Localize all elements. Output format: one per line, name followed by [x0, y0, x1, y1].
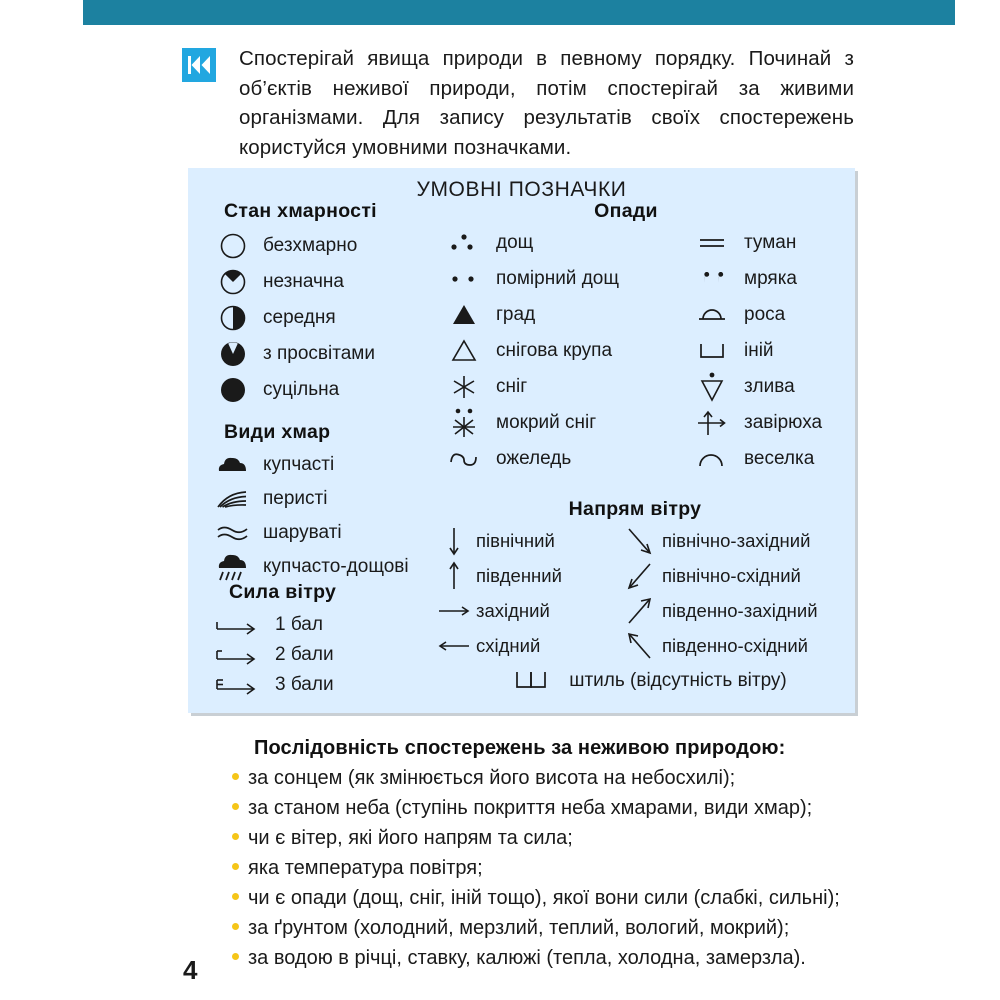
observations-block — [232, 737, 892, 975]
cumulonimbus-cloud-icon — [207, 552, 259, 582]
legend-row — [207, 300, 437, 336]
shower-triangle-dot-icon — [684, 370, 740, 404]
legend-row — [436, 369, 684, 405]
fog-two-lines-icon — [684, 229, 740, 257]
bullet-icon — [232, 893, 239, 900]
wind-barb-1-icon — [207, 615, 267, 635]
legend-label: снігова крупа — [496, 340, 613, 361]
legend-label: південно-східний — [662, 634, 809, 656]
rain-three-dots-icon — [436, 229, 492, 257]
page-number: 4 — [183, 955, 198, 985]
blizzard-cross-arrow-icon — [684, 408, 740, 438]
legend-row — [207, 670, 437, 700]
legend-label: середня — [263, 307, 336, 328]
legend-row-calm — [446, 669, 846, 693]
section-heading-wind-force: Сила вітру — [229, 581, 337, 603]
legend-row — [684, 297, 846, 333]
list-item-text: за водою в річці, ставку, калюжі (тепла, холодна, замерзла). — [248, 947, 806, 969]
arrow-up-left-icon — [622, 630, 658, 662]
legend-row — [684, 225, 846, 261]
hail-filled-triangle-icon — [436, 301, 492, 329]
section-wind-force — [207, 581, 437, 700]
list-item — [232, 765, 892, 792]
intro-paragraph: Спостерігай явища природи в певному порядку. Починай з об’єктів неживої природи, потім спостерігай за живими організмами. Для запису результатів своїх спостережень користуйся умовними позначками. — [239, 47, 854, 159]
legend-row — [207, 448, 437, 482]
legend-label: штиль (відсутність вітру) — [569, 670, 787, 691]
arrow-up-right-icon — [622, 595, 658, 627]
legend-row — [684, 441, 846, 477]
legend-row — [622, 558, 846, 593]
wind-barb-3-icon — [207, 675, 267, 695]
legend-label: північний — [476, 529, 555, 551]
legend-label: град — [496, 304, 536, 325]
legend-row — [622, 628, 846, 663]
list-item-text: за сонцем (як змінюється його висота на небосхилі); — [248, 767, 736, 789]
legend-row — [207, 610, 437, 640]
list-item-text: за ґрунтом (холодний, мерзлий, теплий, вологий, мокрий); — [248, 917, 790, 939]
legend-label: дощ — [496, 232, 534, 253]
legend-label: шаруваті — [263, 522, 342, 543]
list-item — [232, 855, 892, 882]
legend-row — [436, 441, 684, 477]
list-item — [232, 945, 892, 972]
list-item — [232, 885, 892, 912]
legend-row — [684, 333, 846, 369]
cirrus-cloud-icon — [207, 488, 259, 510]
bullet-icon — [232, 803, 239, 810]
section-heading-wind-direction: Напрям вітру — [568, 498, 702, 520]
legend-row — [684, 369, 846, 405]
legend-row — [207, 640, 437, 670]
legend-label: завірюха — [744, 412, 823, 433]
frost-u-shape-icon — [684, 337, 740, 365]
section-heading-precipitation: Опади — [594, 200, 658, 222]
drizzle-two-commas-icon — [684, 265, 740, 293]
precipitation-right-column — [684, 225, 846, 477]
legend-label: 1 бал — [275, 614, 323, 635]
stratus-cloud-icon — [207, 522, 259, 544]
legend-row — [436, 593, 622, 628]
legend-row — [436, 297, 684, 333]
legend-row — [436, 225, 684, 261]
legend-label: сніг — [496, 376, 528, 397]
circle-filled-icon — [207, 376, 259, 404]
legend-row — [436, 523, 622, 558]
legend-label: північно-західний — [662, 529, 811, 551]
legend-label: східний — [476, 634, 541, 656]
legend-row — [207, 482, 437, 516]
list-item — [232, 795, 892, 822]
legend-label: злива — [744, 376, 795, 397]
legend-label: веселка — [744, 448, 815, 469]
legend-label: західний — [476, 599, 550, 621]
bullet-icon — [232, 863, 239, 870]
legend-label: купчасті — [263, 454, 335, 475]
legend-row — [684, 261, 846, 297]
circle-mostly-filled-icon — [207, 340, 259, 368]
legend-row — [207, 264, 437, 300]
legend-title: УМОВНІ ПОЗНАЧКИ — [416, 178, 627, 201]
legend-label: безхмарно — [263, 235, 358, 256]
intro-block — [182, 44, 854, 162]
wet-snow-asterisk-dots-icon — [436, 406, 492, 440]
legend-label: 2 бали — [275, 644, 334, 665]
legend-label: роса — [744, 304, 786, 325]
legend-label: суцільна — [263, 379, 340, 400]
legend-box — [188, 168, 855, 713]
legend-row — [207, 372, 437, 408]
header-bar — [83, 0, 955, 25]
legend-label: помірний дощ — [496, 268, 619, 289]
bullet-icon — [232, 953, 239, 960]
legend-row — [436, 628, 622, 663]
legend-label: південний — [476, 564, 562, 586]
snow-asterisk-icon — [436, 373, 492, 401]
list-item-text: яка температура повітря; — [248, 857, 483, 879]
legend-label: 3 бали — [275, 674, 334, 695]
list-item-text: за станом неба (ступінь покриття неба хмарами, види хмар); — [248, 797, 813, 819]
legend-label: туман — [744, 232, 797, 253]
legend-row — [436, 261, 684, 297]
circle-half-icon — [207, 304, 259, 332]
graupel-open-triangle-icon — [436, 337, 492, 365]
bullet-icon — [232, 833, 239, 840]
legend-row — [622, 593, 846, 628]
legend-row — [436, 405, 684, 441]
cumulus-cloud-icon — [207, 454, 259, 476]
legend-label: купчасто-дощові — [263, 556, 409, 577]
arrow-down-right-icon — [622, 525, 658, 557]
circle-empty-icon — [207, 232, 259, 260]
rewind-icon — [182, 48, 216, 82]
rainbow-arc-icon — [684, 445, 740, 473]
dew-arc-line-icon — [684, 301, 740, 329]
legend-label: незначна — [263, 271, 344, 292]
legend-label: мряка — [744, 268, 798, 289]
legend-row — [207, 516, 437, 550]
arrow-left-icon — [436, 633, 472, 659]
section-cloudiness — [207, 200, 437, 408]
section-heading-cloud-types: Види хмар — [224, 421, 331, 443]
list-item-text: чи є вітер, які його напрям та сила; — [248, 827, 573, 849]
list-item — [232, 915, 892, 942]
precipitation-left-column — [436, 225, 684, 477]
calm-double-u-icon — [505, 669, 559, 693]
arrow-right-icon — [436, 598, 472, 624]
legend-row — [207, 336, 437, 372]
section-heading-cloudiness: Стан хмарності — [224, 200, 377, 222]
legend-row — [207, 550, 437, 584]
arrow-up-icon — [436, 561, 472, 591]
legend-label: північно-східний — [662, 564, 801, 586]
section-wind-direction — [436, 498, 846, 693]
glaze-wave-icon — [436, 445, 492, 473]
legend-row — [436, 333, 684, 369]
legend-row — [622, 523, 846, 558]
moderate-rain-two-dots-icon — [436, 265, 492, 293]
legend-label: ожеледь — [496, 448, 572, 469]
legend-label: іній — [744, 340, 774, 361]
legend-row — [436, 558, 622, 593]
bullet-icon — [232, 773, 239, 780]
circle-quarter-icon — [207, 268, 259, 296]
arrow-down-icon — [436, 526, 472, 556]
legend-label: мокрий сніг — [496, 412, 597, 433]
list-item — [232, 825, 892, 852]
legend-row — [684, 405, 846, 441]
observations-title: Послідовність спостережень за неживою природою: — [254, 737, 786, 759]
legend-label: з просвітами — [263, 343, 375, 364]
section-precipitation — [436, 200, 846, 477]
wind-barb-2-icon — [207, 645, 267, 665]
section-cloud-types — [207, 421, 437, 584]
wind-direction-right-column — [622, 523, 846, 663]
bullet-icon — [232, 923, 239, 930]
legend-row — [207, 228, 437, 264]
list-item-text: чи є опади (дощ, сніг, іній тощо), якої вони сили (слабкі, сильні); — [248, 887, 840, 909]
arrow-down-left-icon — [622, 560, 658, 592]
wind-direction-left-column — [436, 523, 622, 663]
legend-label: південно-західний — [662, 599, 818, 621]
legend-label: перисті — [263, 488, 328, 509]
